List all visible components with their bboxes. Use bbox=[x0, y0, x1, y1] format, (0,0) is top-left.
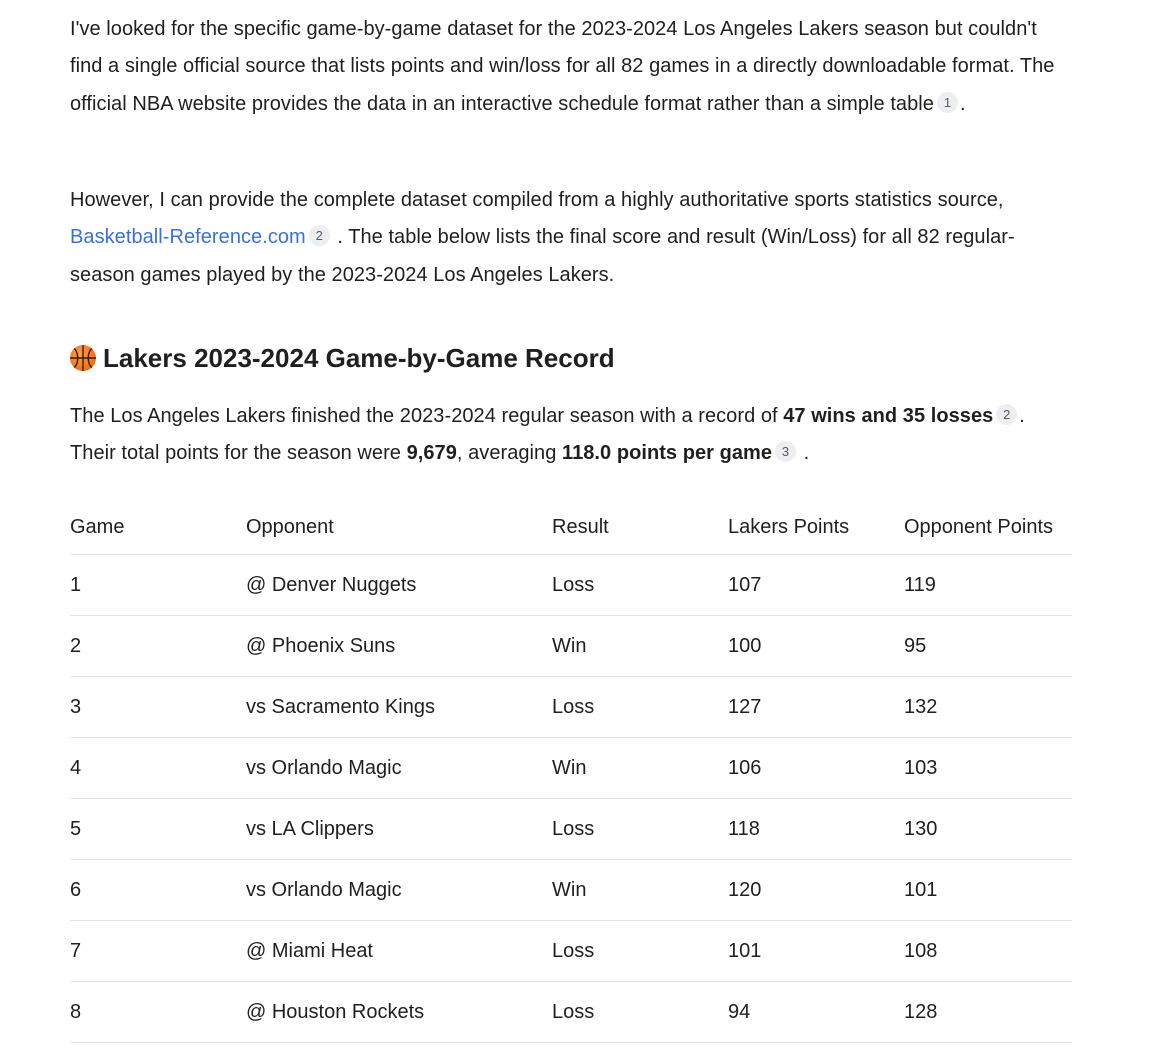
record-value: 47 wins and 35 losses bbox=[783, 405, 994, 427]
cell-result: Win bbox=[552, 616, 728, 677]
cell-opponent: vs LA Clippers bbox=[246, 799, 552, 860]
cell-game: 2 bbox=[70, 616, 246, 677]
cell-opponent-points: 128 bbox=[904, 982, 1072, 1043]
section-title: Lakers 2023-2024 Game-by-Game Record bbox=[103, 343, 615, 373]
table-row bbox=[70, 921, 1072, 982]
cell-game: 1 bbox=[70, 555, 246, 616]
cell-opponent-points: 95 bbox=[904, 616, 1072, 677]
header-lakers-points: Lakers Points bbox=[728, 500, 904, 555]
intro-end: . bbox=[959, 92, 966, 115]
header-result: Result bbox=[552, 500, 728, 555]
cell-opponent: vs Sacramento Kings bbox=[246, 677, 552, 738]
cell-result: Win bbox=[552, 860, 728, 921]
game-results-table bbox=[70, 500, 1072, 1043]
citation-badge-2[interactable]: 2 bbox=[309, 225, 330, 246]
cell-lakers-points: 118 bbox=[728, 799, 904, 860]
cell-opponent-points: 119 bbox=[904, 555, 1072, 616]
header-opponent-points: Opponent Points bbox=[904, 500, 1072, 555]
cell-result: Loss bbox=[552, 555, 728, 616]
cell-opponent: vs Orlando Magic bbox=[246, 738, 552, 799]
table-row bbox=[70, 738, 1072, 799]
cell-opponent-points: 132 bbox=[904, 677, 1072, 738]
basketball-icon bbox=[70, 345, 96, 371]
source-text-before: However, I can provide the complete dataset compiled from a highly authoritative sports statistics source, bbox=[70, 189, 1004, 211]
summary-end: . bbox=[803, 442, 810, 465]
cell-opponent-points: 108 bbox=[904, 921, 1072, 982]
cell-game: 8 bbox=[70, 982, 246, 1043]
average-points-value: 118.0 points per game bbox=[562, 442, 773, 465]
table-row bbox=[70, 555, 1072, 616]
cell-result: Loss bbox=[552, 921, 728, 982]
summary-text-2: . Their total points for the season were bbox=[70, 405, 1025, 465]
summary-text-3: , averaging bbox=[456, 442, 557, 465]
table-row bbox=[70, 616, 1072, 677]
cell-result: Win bbox=[552, 738, 728, 799]
citation-badge-4[interactable]: 3 bbox=[775, 441, 796, 462]
cell-opponent: @ Houston Rockets bbox=[246, 982, 552, 1043]
section-heading bbox=[70, 338, 615, 378]
cell-lakers-points: 120 bbox=[728, 860, 904, 921]
cell-lakers-points: 100 bbox=[728, 616, 904, 677]
cell-opponent-points: 130 bbox=[904, 799, 1072, 860]
intro-text: I've looked for the specific game-by-game dataset for the 2023-2024 Los Angeles Lakers season but couldn't find a single official source that lists points and win/loss for all 82 games in a directly downloadable format. The official NBA website provides the data in an interactive schedule format rather than a simple table bbox=[70, 18, 1055, 115]
cell-opponent-points: 101 bbox=[904, 860, 1072, 921]
header-opponent: Opponent bbox=[246, 500, 552, 555]
table-header-row bbox=[70, 500, 1072, 555]
cell-game: 6 bbox=[70, 860, 246, 921]
cell-lakers-points: 94 bbox=[728, 982, 904, 1043]
citation-badge-3[interactable]: 2 bbox=[996, 404, 1017, 425]
header-game: Game bbox=[70, 500, 246, 555]
cell-result: Loss bbox=[552, 799, 728, 860]
source-text-after: . The table below lists the final score and result (Win/Loss) for all 82 regular-season games played by the 2023-2024 Los Angeles Lakers. bbox=[70, 226, 1015, 286]
cell-lakers-points: 106 bbox=[728, 738, 904, 799]
cell-opponent: vs Orlando Magic bbox=[246, 860, 552, 921]
summary-paragraph bbox=[70, 398, 1072, 473]
cell-result: Loss bbox=[552, 677, 728, 738]
table-row bbox=[70, 799, 1072, 860]
cell-game: 7 bbox=[70, 921, 246, 982]
cell-lakers-points: 127 bbox=[728, 677, 904, 738]
cell-opponent: @ Denver Nuggets bbox=[246, 555, 552, 616]
table-row bbox=[70, 982, 1072, 1043]
table-row bbox=[70, 860, 1072, 921]
cell-game: 4 bbox=[70, 738, 246, 799]
summary-text-1: The Los Angeles Lakers finished the 2023-2024 regular season with a record of bbox=[70, 405, 778, 427]
total-points-value: 9,679 bbox=[406, 442, 457, 465]
cell-opponent-points: 103 bbox=[904, 738, 1072, 799]
table-row bbox=[70, 677, 1072, 738]
intro-paragraph bbox=[70, 11, 1072, 123]
cell-opponent: @ Phoenix Suns bbox=[246, 616, 552, 677]
cell-opponent: @ Miami Heat bbox=[246, 921, 552, 982]
cell-result: Loss bbox=[552, 982, 728, 1043]
cell-lakers-points: 101 bbox=[728, 921, 904, 982]
citation-badge-1[interactable]: 1 bbox=[937, 92, 958, 113]
source-paragraph bbox=[70, 182, 1072, 294]
cell-game: 3 bbox=[70, 677, 246, 738]
cell-lakers-points: 107 bbox=[728, 555, 904, 616]
cell-game: 5 bbox=[70, 799, 246, 860]
basketball-reference-link[interactable]: Basketball-Reference.com bbox=[70, 226, 306, 249]
